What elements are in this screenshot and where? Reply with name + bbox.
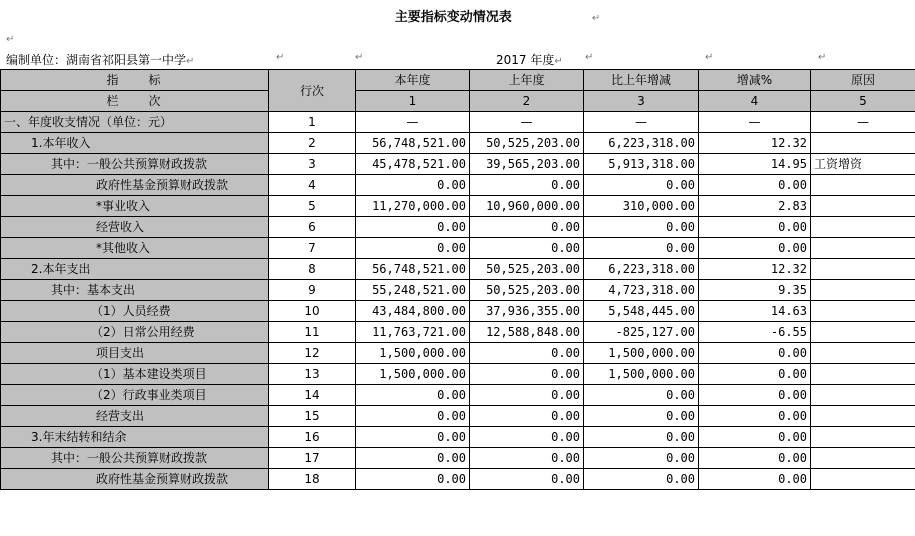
row-number: 13 (269, 364, 356, 385)
value-last-year: 50,525,203.00 (470, 259, 584, 280)
year-label (496, 51, 563, 68)
header-col-no-5: 5 (811, 91, 915, 112)
row-label: （1）基本建设类项目 (1, 364, 269, 385)
value-change: 0.00 (584, 385, 699, 406)
paragraph-mark-icon: ↵ (355, 52, 364, 63)
value-current-year: 56,748,521.00 (356, 259, 470, 280)
row-number: 18 (269, 469, 356, 490)
row-number: 8 (269, 259, 356, 280)
value-change-pct: 14.95 (699, 154, 811, 175)
value-reason (811, 343, 915, 364)
row-label: （2）日常公用经费 (1, 322, 269, 343)
row-number: 2 (269, 133, 356, 154)
header-number-row (1, 91, 915, 112)
header-col-change-pct: 增减% (699, 70, 811, 91)
value-change-pct: 0.00 (699, 238, 811, 259)
value-change: 0.00 (584, 406, 699, 427)
paragraph-mark-icon: ↵ (276, 52, 285, 63)
row-number: 16 (269, 427, 356, 448)
row-number: 12 (269, 343, 356, 364)
unit-label (6, 51, 194, 68)
table-row (1, 238, 915, 259)
table-row (1, 322, 915, 343)
value-last-year: 0.00 (470, 364, 584, 385)
table-row (1, 259, 915, 280)
value-change: 5,548,445.00 (584, 301, 699, 322)
header-col-no-2: 2 (470, 91, 584, 112)
row-number: 9 (269, 280, 356, 301)
value-change-pct: — (699, 112, 811, 133)
value-change-pct: 12.32 (699, 133, 811, 154)
row-number: 17 (269, 448, 356, 469)
value-current-year: 1,500,000.00 (356, 343, 470, 364)
table-row (1, 217, 915, 238)
value-change-pct: 0.00 (699, 469, 811, 490)
value-reason (811, 364, 915, 385)
row-label: *其他收入 (1, 238, 269, 259)
value-last-year: — (470, 112, 584, 133)
row-label: 项目支出 (1, 343, 269, 364)
year-label-text: 2017 年度 (496, 53, 555, 67)
value-change: 310,000.00 (584, 196, 699, 217)
value-change-pct: -6.55 (699, 322, 811, 343)
value-change-pct: 9.35 (699, 280, 811, 301)
value-current-year: 0.00 (356, 448, 470, 469)
row-label: （1）人员经费 (1, 301, 269, 322)
row-number: 3 (269, 154, 356, 175)
header-col-current-year: 本年度 (356, 70, 470, 91)
value-change-pct: 12.32 (699, 259, 811, 280)
value-change: 0.00 (584, 469, 699, 490)
header-col-change: 比上年增减 (584, 70, 699, 91)
row-number: 10 (269, 301, 356, 322)
value-change: 0.00 (584, 238, 699, 259)
report-meta (0, 50, 915, 68)
value-current-year: 0.00 (356, 175, 470, 196)
row-label: 一、年度收支情况（单位：元） (1, 112, 269, 133)
row-number: 5 (269, 196, 356, 217)
value-reason (811, 238, 915, 259)
value-last-year: 50,525,203.00 (470, 280, 584, 301)
paragraph-mark-icon: ↵ (186, 56, 195, 67)
value-change-pct: 2.83 (699, 196, 811, 217)
header-indicator (1, 70, 269, 91)
row-label: 其中：一般公共预算财政拨款 (1, 154, 269, 175)
table-row (1, 364, 915, 385)
value-reason (811, 406, 915, 427)
table-row (1, 196, 915, 217)
table-row (1, 406, 915, 427)
value-last-year: 0.00 (470, 406, 584, 427)
table-row (1, 133, 915, 154)
row-number: 6 (269, 217, 356, 238)
value-change: 1,500,000.00 (584, 364, 699, 385)
header-col-last-year: 上年度 (470, 70, 584, 91)
value-current-year: — (356, 112, 470, 133)
value-change-pct: 0.00 (699, 427, 811, 448)
value-current-year: 56,748,521.00 (356, 133, 470, 154)
value-change-pct: 0.00 (699, 406, 811, 427)
value-last-year: 0.00 (470, 175, 584, 196)
table-row (1, 469, 915, 490)
row-label: 其中：基本支出 (1, 280, 269, 301)
paragraph-mark-icon: ↵ (585, 52, 594, 63)
row-label: 2.本年支出 (1, 259, 269, 280)
value-last-year: 37,936,355.00 (470, 301, 584, 322)
value-change-pct: 0.00 (699, 364, 811, 385)
header-column-no (1, 91, 269, 112)
row-label: 经营收入 (1, 217, 269, 238)
value-current-year: 11,270,000.00 (356, 196, 470, 217)
table-row (1, 343, 915, 364)
value-reason (811, 259, 915, 280)
value-last-year: 50,525,203.00 (470, 133, 584, 154)
value-reason (811, 175, 915, 196)
row-label: 3.年末结转和结余 (1, 427, 269, 448)
row-label: *事业收入 (1, 196, 269, 217)
value-last-year: 39,565,203.00 (470, 154, 584, 175)
header-col-no-3: 3 (584, 91, 699, 112)
row-label: 其中：一般公共预算财政拨款 (1, 448, 269, 469)
value-reason (811, 217, 915, 238)
header-col-no-4: 4 (699, 91, 811, 112)
header-col-no-1: 1 (356, 91, 470, 112)
table-row (1, 175, 915, 196)
value-last-year: 0.00 (470, 217, 584, 238)
value-reason: 工资增资 (811, 154, 915, 175)
value-last-year: 10,960,000.00 (470, 196, 584, 217)
table-row (1, 112, 915, 133)
value-change: 6,223,318.00 (584, 133, 699, 154)
header-row (1, 70, 915, 91)
value-current-year: 0.00 (356, 217, 470, 238)
value-reason (811, 322, 915, 343)
table-row (1, 448, 915, 469)
report-title (0, 6, 915, 25)
row-number: 11 (269, 322, 356, 343)
value-reason (811, 427, 915, 448)
table-row (1, 427, 915, 448)
table-row (1, 154, 915, 175)
value-last-year: 0.00 (470, 427, 584, 448)
row-number: 1 (269, 112, 356, 133)
value-current-year: 55,248,521.00 (356, 280, 470, 301)
value-change: 4,723,318.00 (584, 280, 699, 301)
value-change: 5,913,318.00 (584, 154, 699, 175)
row-label: 政府性基金预算财政拨款 (1, 469, 269, 490)
paragraph-mark-icon: ↵ (591, 13, 601, 24)
value-reason (811, 385, 915, 406)
value-reason (811, 196, 915, 217)
value-current-year: 0.00 (356, 238, 470, 259)
value-change: — (584, 112, 699, 133)
value-last-year: 0.00 (470, 343, 584, 364)
header-column-no-label: 栏 次 (106, 94, 163, 108)
value-change: 0.00 (584, 427, 699, 448)
row-label: 经营支出 (1, 406, 269, 427)
value-change: 6,223,318.00 (584, 259, 699, 280)
indicator-change-table (0, 69, 915, 490)
value-current-year: 11,763,721.00 (356, 322, 470, 343)
value-change-pct: 0.00 (699, 448, 811, 469)
value-last-year: 0.00 (470, 448, 584, 469)
header-col-reason: 原因 (811, 70, 915, 91)
value-current-year: 0.00 (356, 427, 470, 448)
value-current-year: 0.00 (356, 385, 470, 406)
value-current-year: 1,500,000.00 (356, 364, 470, 385)
report-title-text: 主要指标变动情况表 (394, 10, 512, 25)
table-row (1, 280, 915, 301)
paragraph-mark-icon: ↵ (705, 52, 714, 63)
unit-label-text: 编制单位：湖南省祁阳县第一中学 (6, 53, 187, 67)
row-number: 4 (269, 175, 356, 196)
row-label: 政府性基金预算财政拨款 (1, 175, 269, 196)
row-number: 7 (269, 238, 356, 259)
value-change: 1,500,000.00 (584, 343, 699, 364)
paragraph-mark-icon: ↵ (6, 34, 15, 45)
value-reason (811, 280, 915, 301)
row-number: 14 (269, 385, 356, 406)
table-row (1, 301, 915, 322)
value-last-year: 0.00 (470, 385, 584, 406)
value-change-pct: 0.00 (699, 175, 811, 196)
row-number: 15 (269, 406, 356, 427)
value-last-year: 12,588,848.00 (470, 322, 584, 343)
value-change-pct: 0.00 (699, 385, 811, 406)
value-current-year: 45,478,521.00 (356, 154, 470, 175)
value-reason (811, 469, 915, 490)
paragraph-mark-icon: ↵ (554, 56, 563, 67)
value-change: 0.00 (584, 217, 699, 238)
value-current-year: 0.00 (356, 406, 470, 427)
value-last-year: 0.00 (470, 469, 584, 490)
row-label: （2）行政事业类项目 (1, 385, 269, 406)
value-reason (811, 448, 915, 469)
value-change-pct: 14.63 (699, 301, 811, 322)
value-change: 0.00 (584, 175, 699, 196)
value-reason (811, 133, 915, 154)
value-current-year: 0.00 (356, 469, 470, 490)
value-last-year: 0.00 (470, 238, 584, 259)
row-label: 1.本年收入 (1, 133, 269, 154)
value-change-pct: 0.00 (699, 343, 811, 364)
table-row (1, 385, 915, 406)
value-change: -825,127.00 (584, 322, 699, 343)
header-row-no: 行次 (269, 70, 356, 112)
value-reason (811, 301, 915, 322)
value-change: 0.00 (584, 448, 699, 469)
value-reason: — (811, 112, 915, 133)
header-indicator-label: 指 标 (106, 73, 163, 87)
value-current-year: 43,484,800.00 (356, 301, 470, 322)
value-change-pct: 0.00 (699, 217, 811, 238)
paragraph-mark-icon: ↵ (818, 52, 827, 63)
